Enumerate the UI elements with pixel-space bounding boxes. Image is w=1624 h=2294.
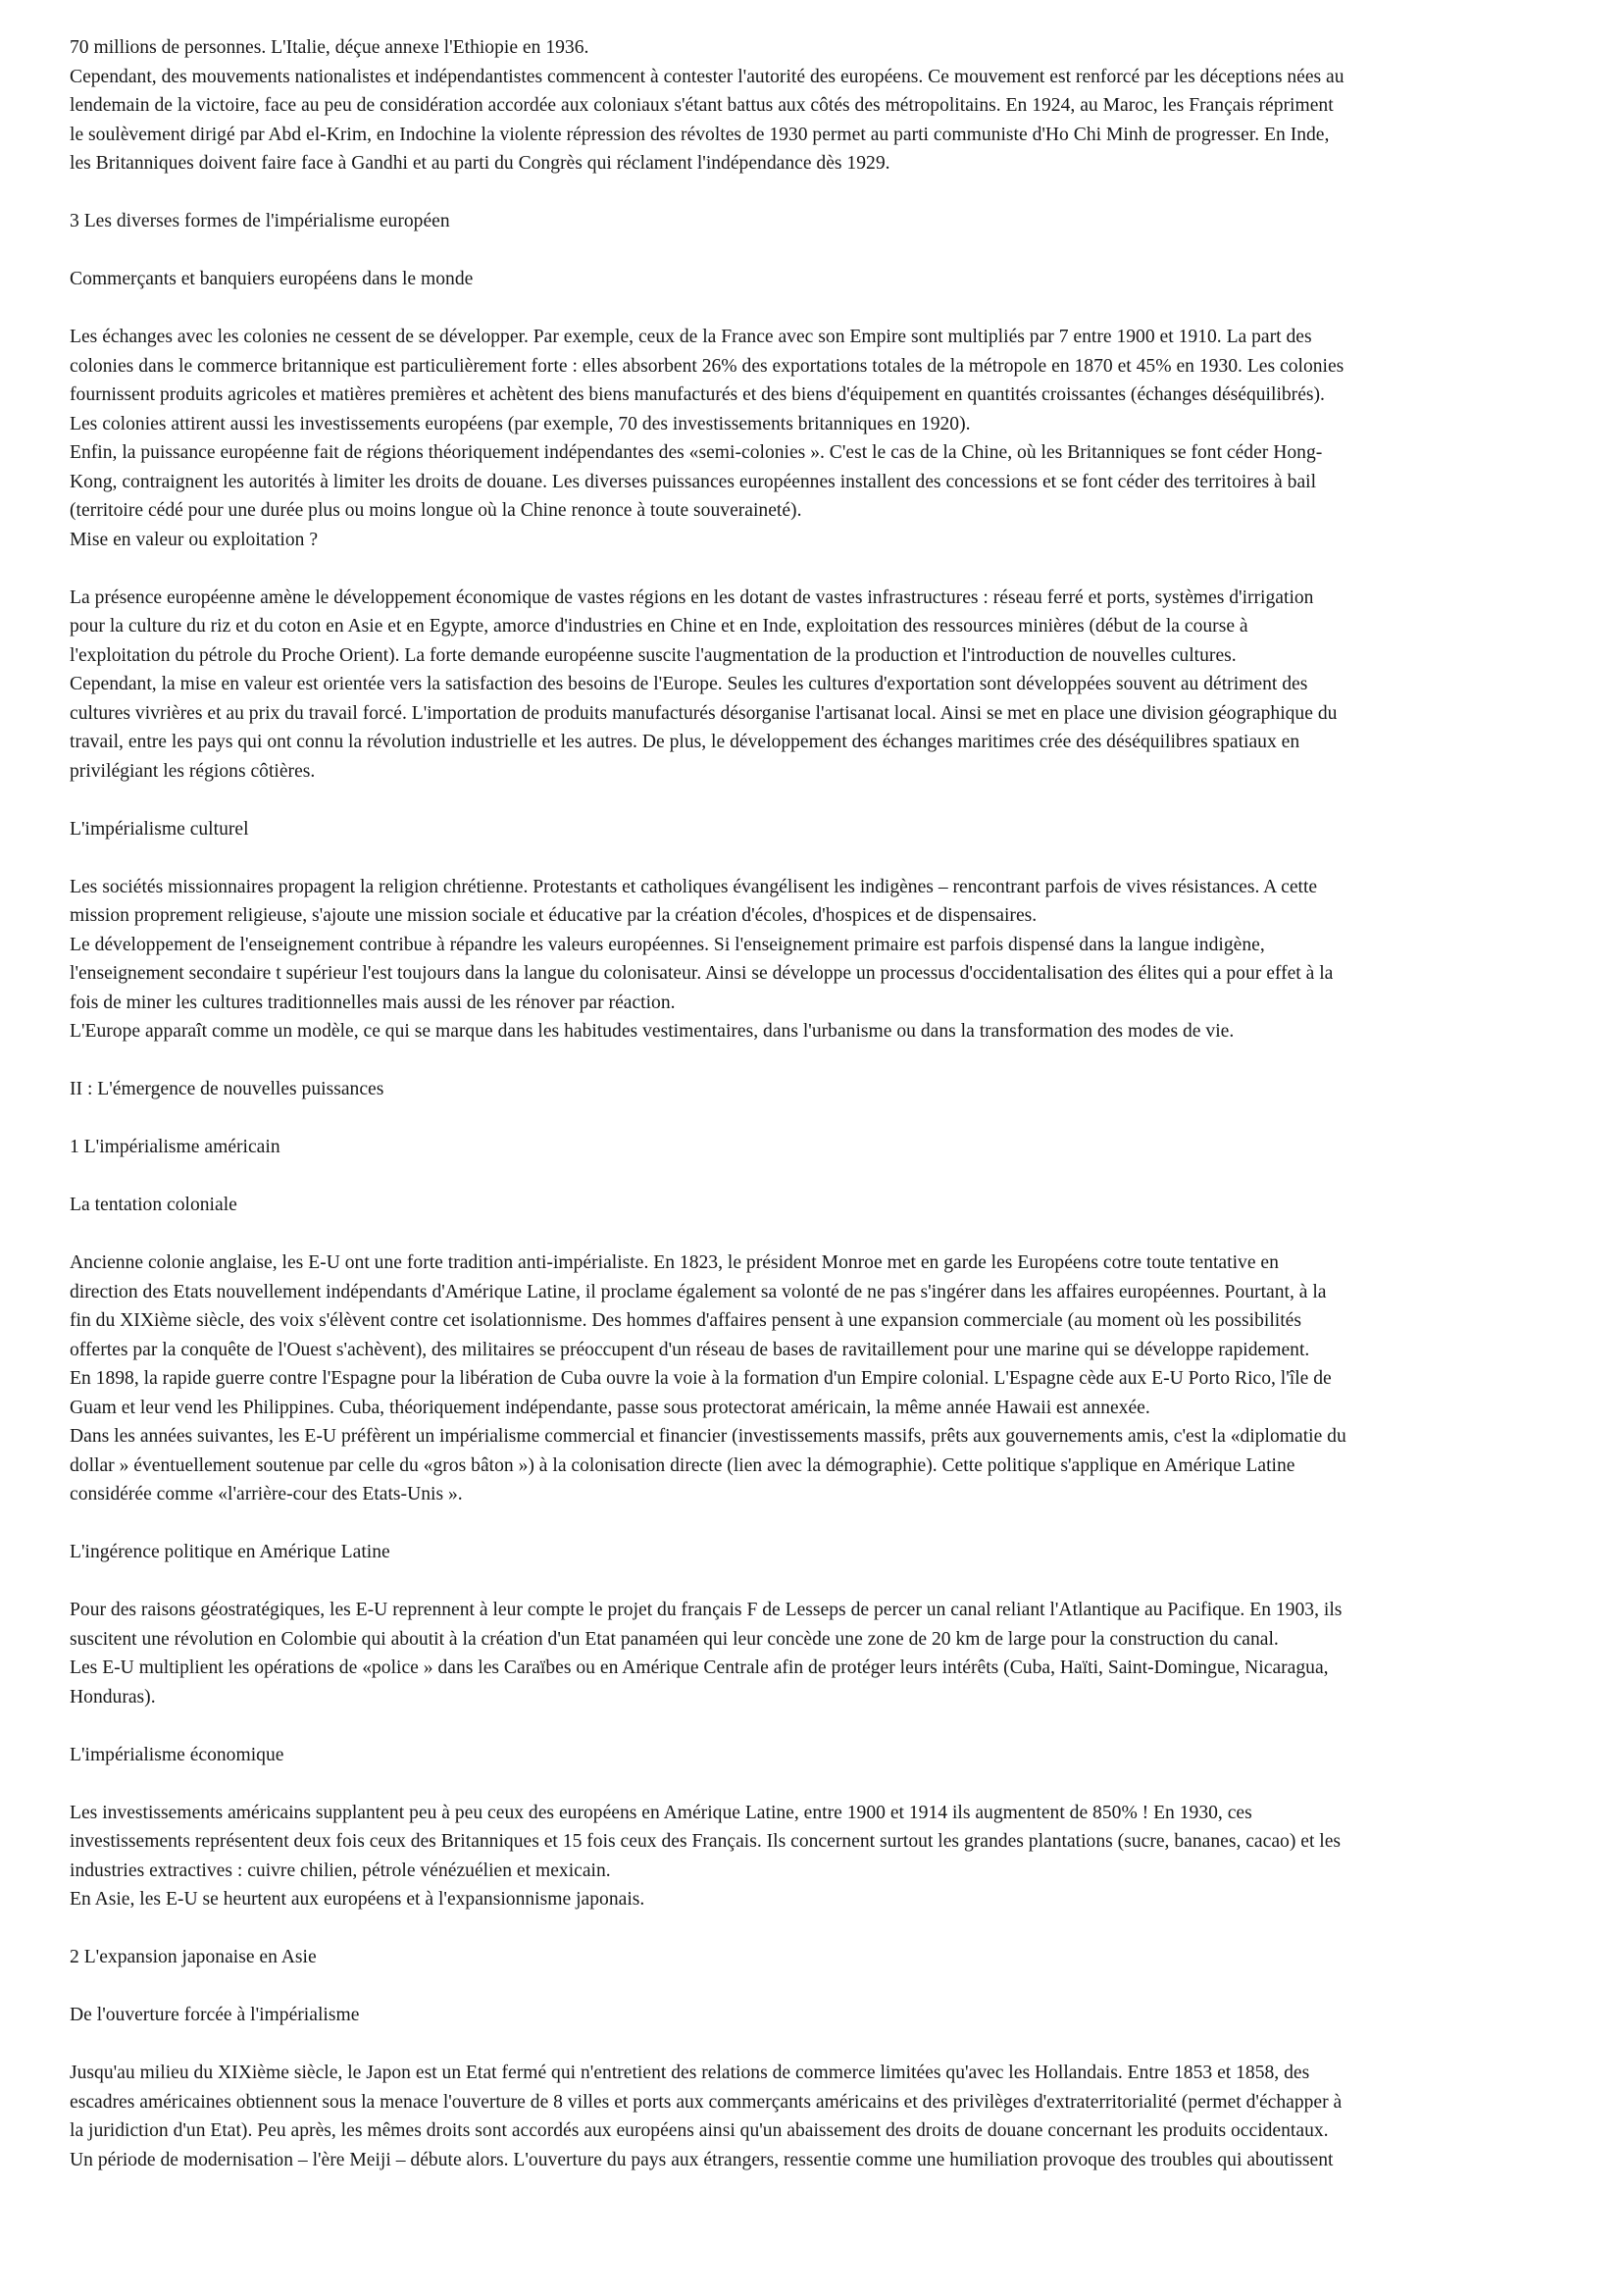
text-line: Honduras). — [70, 1686, 156, 1708]
text-line: Le développement de l'enseignement contribue à répandre les valeurs européennes. Si l'enseignement primaire est parfois dispensé dans la langue indigène, — [70, 934, 1265, 955]
paragraph — [70, 1799, 1560, 1914]
paragraph-spacer — [70, 1162, 1560, 1192]
paragraph — [70, 584, 1560, 787]
text-line: Les investissements américains supplantent peu à peu ceux des européens en Amérique Latine, entre 1900 et 1914 ils augmentent de 850% ! En 1930, ces — [70, 1802, 1252, 1823]
text-line: Jusqu'au milieu du XIXième siècle, le Japon est un Etat fermé qui n'entretient des relations de commerce limitées qu'avec les Hollandais. Entre 1853 et 1858, des — [70, 2063, 1310, 2083]
text-line: 3 Les diverses formes de l'impérialisme européen — [70, 211, 450, 231]
text-line: En Asie, les E-U se heurtent aux européens et à l'expansionnisme japonais. — [70, 1889, 645, 1910]
text-line: fin du XIXième siècle, des voix s'élèvent contre cet isolationnisme. Des hommes d'affaires pensent à une expansion commerciale (au moment où les possibilités — [70, 1310, 1301, 1331]
text-line: Guam et leur vend les Philippines. Cuba, théoriquement indépendante, passe sous protectorat américain, la même année Hawaii est annexée. — [70, 1397, 1150, 1418]
text-line: fois de miner les cultures traditionnelles mais aussi de les rénover par réaction. — [70, 992, 676, 1013]
text-line: direction des Etats nouvellement indépendants d'Amérique Latine, il proclame également sa volonté de ne pas s'ingérer dans les affaires européennes. Pourtant, à la — [70, 1281, 1327, 1302]
text-line: Cependant, des mouvements nationalistes et indépendantistes commencent à contester l'autorité des européens. Ce mouvement est renforcé par les déceptions nées au — [70, 66, 1345, 87]
text-line: industries extractives : cuivre chilien, pétrole vénézuélien et mexicain. — [70, 1860, 611, 1881]
paragraph-spacer — [70, 1769, 1560, 1799]
text-line: travail, entre les pays qui ont connu la révolution industrielle et les autres. De plus, le développement des échanges maritimes crée des déséquilibres spatiaux en — [70, 732, 1300, 752]
paragraph-spacer — [70, 1509, 1560, 1539]
paragraph — [70, 323, 1560, 554]
paragraph-spacer — [70, 1104, 1560, 1134]
paragraph-spacer — [70, 786, 1560, 815]
text-line: L'impérialisme économique — [70, 1744, 284, 1765]
text-line: cultures vivrières et au prix du travail forcé. L'importation de produits manufacturés désorganise l'artisanat local. Ainsi se met en place une division géographique du — [70, 702, 1338, 724]
text-line: L'impérialisme culturel — [70, 818, 249, 840]
text-line: suscitent une révolution en Colombie qui aboutit à la création d'un Etat panaméen qui leur concède une zone de 20 km de large pour la construction du canal. — [70, 1628, 1279, 1650]
paragraph — [70, 1596, 1560, 1711]
text-line: l'exploitation du pétrole du Proche Orient). La forte demande européenne suscite l'augmentation de la production et l'introduction de nouvelles cultures. — [70, 644, 1237, 666]
section-heading — [70, 1943, 1560, 1972]
paragraph-spacer — [70, 843, 1560, 873]
text-line: (territoire cédé pour une durée plus ou moins longue où la Chine renonce à toute souveraineté). — [70, 500, 802, 521]
text-line: les Britanniques doivent faire face à Gandhi et au parti du Congrès qui réclament l'indépendance dès 1929. — [70, 153, 890, 174]
section-heading — [70, 1075, 1560, 1104]
text-line: Dans les années suivantes, les E-U préfèrent un impérialisme commercial et financier (investissements massifs, prêts aux gouvernements amis, c'est la «diplomatie du — [70, 1426, 1346, 1447]
text-line: Cependant, la mise en valeur est orientée vers la satisfaction des besoins de l'Europe. Seules les cultures d'exportation sont développées souvent au détriment des — [70, 674, 1308, 694]
text-line: 1 L'impérialisme américain — [70, 1137, 280, 1157]
text-line: L'ingérence politique en Amérique Latine — [70, 1542, 390, 1562]
text-line: Un période de modernisation – l'ère Meiji – débute alors. L'ouverture du pays aux étrangers, ressentie comme une humiliation provoque des troubles qui aboutissent — [70, 2149, 1334, 2170]
text-line: escadres américaines obtiennent sous la menace l'ouverture de 8 villes et ports aux commerçants américains et des privilèges d'extraterritorialité (permet d'échapper à — [70, 2091, 1343, 2113]
paragraph-spacer — [70, 236, 1560, 266]
paragraph-spacer — [70, 1567, 1560, 1597]
text-line: fournissent produits agricoles et matières premières et achètent des biens manufacturés et des biens d'équipement en quantités croissantes (échanges déséquilibrés). — [70, 384, 1325, 405]
section-heading — [70, 207, 1560, 236]
text-line: La présence européenne amène le développement économique de vastes régions en les dotant de vastes infrastructures : réseau ferré et ports, systèmes d'irrigation — [70, 586, 1314, 608]
text-line: Mise en valeur ou exploitation ? — [70, 529, 319, 550]
paragraph — [70, 33, 1560, 178]
text-line: considérée comme «l'arrière-cour des Etats-Unis ». — [70, 1484, 463, 1504]
text-line: 2 L'expansion japonaise en Asie — [70, 1947, 317, 1967]
paragraph-spacer — [70, 1046, 1560, 1076]
text-line: dollar » éventuellement soutenue par celle du «gros bâton ») à la colonisation directe (lien avec la démographie). Cette politique s'applique en Amérique Latine — [70, 1454, 1295, 1476]
text-line: Ancienne colonie anglaise, les E-U ont une forte tradition anti-impérialiste. En 1823, le président Monroe met en garde les Européens cotre toute tentative en — [70, 1252, 1279, 1273]
text-line: la juridiction d'un Etat). Peu après, les mêmes droits sont accordés aux européens ainsi qu'un abaissement des droits de douane concernant les produits occidentaux. — [70, 2120, 1329, 2141]
document-page — [70, 33, 1560, 2174]
section-heading — [70, 1191, 1560, 1220]
text-line: investissements représentent deux fois ceux des Britanniques et 15 fois ceux des Français. Ils concernent surtout les grandes plantations (sucre, bananes, cacao) et les — [70, 1831, 1342, 1852]
section-heading — [70, 1133, 1560, 1162]
paragraph — [70, 2059, 1560, 2174]
text-line: De l'ouverture forcée à l'impérialisme — [70, 2005, 360, 2025]
paragraph — [70, 873, 1560, 1046]
text-line: Les E-U multiplient les opérations de «police » dans les Caraïbes ou en Amérique Centrale afin de protéger leurs intérêts (Cuba, Haïti, Saint-Domingue, Nicaragua, — [70, 1657, 1329, 1678]
text-line: le soulèvement dirigé par Abd el-Krim, en Indochine la violente répression des révoltes de 1930 permet au parti communiste d'Ho Chi Minh de progresser. En Inde, — [70, 124, 1330, 145]
text-line: Les échanges avec les colonies ne cessent de se développer. Par exemple, ceux de la France avec son Empire sont multipliés par 7 entre 1900 et 1910. La part des — [70, 327, 1312, 347]
text-line: II : L'émergence de nouvelles puissances — [70, 1079, 384, 1099]
text-line: Enfin, la puissance européenne fait de régions théoriquement indépendantes des «semi-colonies ». C'est le cas de la Chine, où les Britanniques se font céder Hong- — [70, 442, 1323, 463]
text-line: mission proprement religieuse, s'ajoute une mission sociale et éducative par la création d'écoles, d'hospices et de dispensaires. — [70, 905, 1038, 926]
text-line: L'Europe apparaît comme un modèle, ce qui se marque dans les habitudes vestimentaires, dans l'urbanisme ou dans la transformation des modes de vie. — [70, 1021, 1235, 1042]
text-line: La tentation coloniale — [70, 1195, 237, 1215]
document-body — [70, 33, 1560, 2174]
text-line: Les colonies attirent aussi les investissements européens (par exemple, 70 des investissements britanniques en 1920). — [70, 413, 971, 434]
section-heading — [70, 1538, 1560, 1567]
paragraph-spacer — [70, 1220, 1560, 1249]
section-heading — [70, 2001, 1560, 2030]
section-heading — [70, 815, 1560, 844]
text-line: En 1898, la rapide guerre contre l'Espagne pour la libération de Cuba ouvre la voie à la formation d'un Empire colonial. L'Espagne cède aux E-U Porto Rico, l'île de — [70, 1368, 1332, 1389]
text-line: 70 millions de personnes. L'Italie, déçue annexe l'Ethiopie en 1936. — [70, 37, 589, 58]
text-line: Pour des raisons géostratégiques, les E-U reprennent à leur compte le projet du français F de Lesseps de percer un canal reliant l'Atlantique au Pacifique. En 1903, ils — [70, 1600, 1343, 1620]
text-line: lendemain de la victoire, face au peu de considération accordée aux coloniaux s'étant battus aux côtés des métropolitains. En 1924, au Maroc, les Français répriment — [70, 95, 1334, 116]
paragraph-spacer — [70, 178, 1560, 208]
text-line: offertes par la conquête de l'Ouest s'achèvent), des militaires se préoccupent d'un réseau de bases de ravitaillement pour une marine qui se développe rapidement. — [70, 1339, 1310, 1360]
text-line: Commerçants et banquiers européens dans le monde — [70, 269, 474, 289]
text-line: l'enseignement secondaire t supérieur l'est toujours dans la langue du colonisateur. Ainsi se développe un processus d'occidentalisation des élites qui a pour effet à la — [70, 963, 1334, 984]
text-line: colonies dans le commerce britannique est particulièrement forte : elles absorbent 26% des exportations totales de la métropole en 1870 et 45% en 1930. Les colonies — [70, 355, 1345, 377]
paragraph-spacer — [70, 554, 1560, 584]
paragraph-spacer — [70, 1711, 1560, 1741]
text-line: pour la culture du riz et du coton en Asie et en Egypte, amorce d'industries en Chine et en Inde, exploitation des ressources minières (début de la course à — [70, 616, 1248, 637]
text-line: Les sociétés missionnaires propagent la religion chrétienne. Protestants et catholiques évangélisent les indigènes – rencontrant parfois de vives résistances. A cette — [70, 876, 1318, 897]
text-line: privilégiant les régions côtières. — [70, 760, 316, 782]
paragraph-spacer — [70, 2030, 1560, 2060]
section-heading — [70, 1741, 1560, 1770]
paragraph-spacer — [70, 294, 1560, 324]
paragraph — [70, 1249, 1560, 1509]
text-line: Kong, contraignent les autorités à limiter les droits de douane. Les diverses puissances européennes installent des concessions et se font céder des territoires à bail — [70, 471, 1317, 492]
paragraph-spacer — [70, 1972, 1560, 2002]
paragraph-spacer — [70, 1914, 1560, 1944]
section-heading — [70, 265, 1560, 294]
